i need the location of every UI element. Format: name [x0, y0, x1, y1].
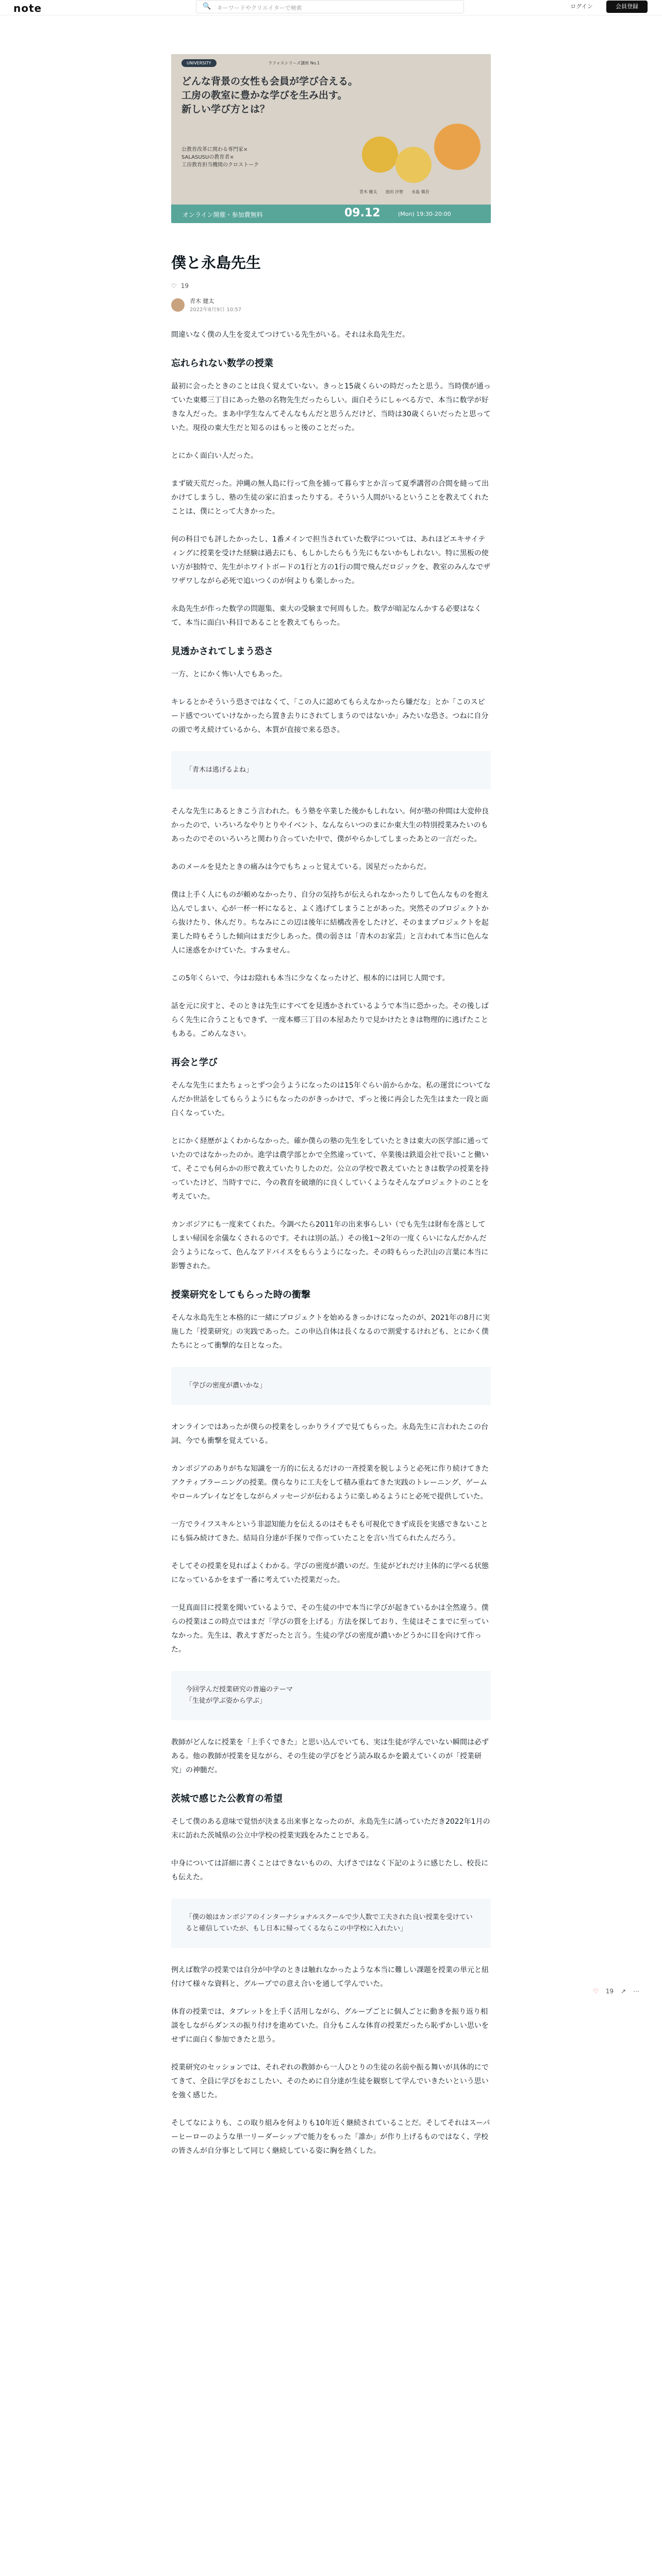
paragraph: 一見真面目に授業を聞いているようで、その生徒の中で本当に学びが起きているかは全然違う。僕らの授業はこの時点ではまだ「学びの質を上げる」方法を探しており、生徒はそこまでに至っていなかった。先生は、教えすぎだったと言う。生徒の学びの密度が濃いかどうかに目を向けて作った。 [171, 1604, 489, 1654]
banner-date: 09.12 [344, 207, 380, 219]
search-placeholder: キーワードやクリエイターで検索 [217, 5, 302, 11]
article-body [171, 328, 491, 2158]
author-block[interactable] [171, 297, 491, 313]
speaker-photo [434, 124, 481, 170]
article [171, 252, 491, 2172]
paragraph: 話を元に戻すと、そのときは先生にすべてを見透かされているようで本当に恐かった。その後しばらく先生に合うこともできず、一度本郷三丁目の本屋あたりで見かけたときは物理的に逃げたこともある。ごめんなさい。 [171, 1002, 489, 1038]
paragraph: 最初に会ったときのことは良く覚えていない。きっと15歳くらいの時だったと思う。当時僕が通っていた東郷三丁目にあった塾の名物先生だったらしい。面白そうにしゃべる方で、本当に数学が好きな人だった。まあ中学生なんてそんなもんだと思うんだけど、当時は30歳くらいだったと思っていた。現役の東大生だと知るのはもっと後のことだった。 [171, 382, 491, 432]
paragraph: 教師がどんなに授業を「上手くできた」と思い込んでいても、実は生徒が学んでいない瞬間は必ずある。他の教師が授業を見ながら、その生徒の学びをどう読み取るかを鍛えていくのが「授業研究」の神髄だ。 [171, 1738, 489, 1774]
banner-time: (Mon) 19:30-20:00 [398, 211, 451, 217]
section-heading: 茨城で感じた公教育の希望 [171, 1793, 283, 1804]
paragraph: そして僕のある意味で覚悟が決まる出来事となったのが、永島先生に誘っていただき2022年1月の末に訪れた茨城県の公立中学校の授業実践をみたことである。 [171, 1818, 490, 1840]
signup-button[interactable]: 会員登録 [606, 1, 648, 13]
article-title: 僕と永島先生 [171, 254, 261, 272]
banner-series: ラフォスシリーズ講座 No.1 [268, 61, 320, 65]
speaker-names: 青木 健太 池田 沙智 永島 慎吾 [359, 190, 429, 194]
paragraph: キレるとかそういう恐さではなくて、「この人に認めてもらえなかったら嫌だな」とか「このスピード感でついていけなかったら置き去りにされてしまうのではないか」みたいな恐さ。つねに自分の頭で考え続けているから、本質が直接で来る恐さ。 [171, 698, 489, 734]
banner-online: オンライン開催・参加費無料 [183, 211, 263, 218]
paragraph: 例えば数学の授業では自分が中学のときは触れなかったような本当に難しい課題を授業の単元と紐付けて様々な資料と、グループでの意え合いを通して学んでいた。 [171, 1966, 489, 1988]
top-header [0, 0, 662, 15]
paragraph: 中身については詳細に書くことはできないものの、大げさではなく下記のように感じたし、校長にも伝えた。 [171, 1859, 489, 1882]
login-button[interactable]: ログイン [570, 3, 593, 10]
paragraph: 何の科目でも評したかったし、1番メインで担当されていた数学については、あれほどエキサイティングに授業を受けた経験は過去にも、もしかしたらもう先にもないかもしれない。特に黒板の使い方が独特で、先生がホワイトボードの1行と方の1行の間で飛んだロジックを、教室のみんなでザワザワしながら必死で追いつくのが何よりも楽しかった。 [171, 535, 491, 585]
paragraph: とにかく面白い人だった。 [171, 452, 258, 460]
event-banner-image[interactable] [171, 54, 491, 223]
paragraph: そんな先生にまたちょっとずつ会うようになったのは15年ぐらい前からかな。私の運営についてなんだか世話をしてもらうようにもなったのがきっかけで、ずっと後に再会した先生はまた一段と面白くなっていた。 [171, 1081, 491, 1117]
paragraph: そんな先生にあるときこう言われた。もう塾を卒業した後かもしれない。何が塾の仲間は大変仲良かったので、いろいろなやりとりやイベント、なんならいつのまにか東大生の特別授業みたいのもあったのでそのいろいろと関わり合っていた中で、僕がやらかしてしまったあとの一言だった。 [171, 807, 489, 843]
paragraph: あのメールを見たときの痛みは今でもちょっと覚えている。図星だったからだ。 [171, 863, 431, 871]
paragraph: 授業研究のセッションでは、それぞれの教師から一人ひとりの生徒の名前や振る舞いが具体的にでてきて、全員に学びをおこしたい、そのために自分達が生徒を観察して学んでいきたいという思いを強く感じた。 [171, 2063, 489, 2099]
blockquote: 「僕の娘はカンボジアのインターナショナルスクールで少人数で工夫された良い授業を受けていると確信していたが、もし日本に帰ってくるならこの中学校に入れたい」 [171, 1899, 491, 1948]
paragraph: 一方、とにかく怖い人でもあった。 [171, 670, 287, 679]
more-icon[interactable]: ⋯ [633, 1988, 640, 1995]
note-logo[interactable]: note [13, 2, 42, 14]
floating-actions [593, 1988, 639, 1995]
heart-icon[interactable]: ♡ [593, 1988, 599, 1995]
paragraph: カンボジアのありがちな知識を一方的に伝えるだけの一斉授業を脱しようと必死に作り続けてきたアクティブラーニングの授業。僕らなりに工夫をして積み重ねてきた実践のトレーニング、ゲームやロールプレイなどをしながらメッセージが伝わるように楽しめるようにと必死で提供していた。 [171, 1465, 489, 1501]
paragraph: 一方でライフスキルという非認知能力を伝えるのはそもそも可視化できず成長を実感できないことにも悩み続けてきた。結局自分達が手探りで作っていたことを言い当てられたんだろう。 [171, 1520, 488, 1543]
blockquote: 今回学んだ授業研究の普遍のテーマ 「生徒が学ぶ姿から学ぶ」 [171, 1671, 491, 1720]
like-button[interactable] [171, 282, 491, 290]
share-icon[interactable]: ↗ [621, 1988, 626, 1995]
section-heading: 忘れられない数学の授業 [171, 358, 273, 369]
banner-headline: どんな背景の女性も会員が学び合える。 工房の教室に豊かな学びを生み出す。 新しい学び方とは？ [181, 76, 358, 115]
search-icon: 🔍 [203, 3, 211, 10]
banner-subtitle: 公教育改革に関わる専門家× SALASUSUの教育者× 工房教育担当機関のクロストーク [181, 147, 259, 168]
paragraph: 僕は上手く人にものが頼めなかったり、自分の気持ちが伝えられなかったりして色んなものを抱え込んでしまい、心が一杯一杯になると、よく逃げてしまうことがあった。突然そのプロジェクトから抜けたり、休んだり。ちなみにこの辺は後年に結構改善をしたけど、そのままプロジェクトを起業した時もそうした傾向はまだ少しあった。僕の弱さは「青木のお家芸」と言われて本当に色んな人に迷惑をかけていた。すみません。 [171, 891, 489, 955]
like-count: 19 [605, 1988, 614, 1995]
search-input[interactable] [196, 0, 464, 13]
paragraph: カンボジアにも一度来てくれた。今調べたら2011年の出来事らしい（でも先生は財布を落としてしまい帰国を余儀なくされるのです。それは別の話。）その後1〜2年の一度くらいになんだかんだ会うようになって、色んなアドバイスをもらうようになった。その時もらった沢山の言葉に本当に影響された。 [171, 1221, 489, 1270]
paragraph: そんな永島先生と本格的に一緒にプロジェクトを始めるきっかけになったのが、2021年の8月に実施した「授業研究」の実践であった。この申込自体は長くなるので割愛するけれども、とにかく僕たちにとって衝撃的な日となった。 [171, 1314, 490, 1350]
avatar[interactable] [171, 298, 185, 312]
like-count: 19 [180, 282, 189, 290]
paragraph: オンラインではあったが僕らの授業をしっかりライブで見てもらった。永島先生に言われたこの台詞、今でも衝撃を覚えている。 [171, 1423, 489, 1445]
paragraph: 永島先生が作った数学の問題集、東大の受験まで何周もした。数学が暗記なんかする必要はなくて、本当に面白い科目であることを教えてもらった。 [171, 605, 482, 627]
speaker-photo [362, 137, 398, 173]
author-name[interactable]: 青木 健太 [190, 298, 214, 304]
paragraph: そしてその授業を見ればよくわかる。学びの密度が濃いのだ。生徒がどれだけ主体的に学べる状態になっているかをまず一番に考えていた授業だった。 [171, 1562, 489, 1584]
banner-date-bar [171, 205, 491, 223]
paragraph: 間違いなく僕の人生を変えてつけている先生がいる。それは永島先生だ。 [171, 331, 409, 339]
paragraph: まず破天荒だった。沖縄の無人島に行って魚を捕って暮らすとか言って夏季講習の合間を縫って出かけてしまうし、塾の生徒の家に泊まったりする。そういう人間がいるということを教えてくれたことは、僕にとって大きかった。 [171, 480, 489, 516]
post-date: 2022年8月9日 10:57 [190, 307, 242, 313]
blockquote: 「青木は逃げるよね」 [171, 751, 491, 789]
section-heading: 見透かされてしまう恐さ [171, 646, 273, 657]
paragraph: そしてなによりも、この取り組みを何よりも10年近く継続されていることだ。そしてそれはスーパーヒーローのような単一リーダーシップで能力をもった「誰か」が作り上げるものではなく、学校の皆さんが自分事として同じく継続している姿に胸を熱くした。 [171, 2119, 490, 2155]
section-heading: 授業研究をしてもらった時の衝撃 [171, 1290, 310, 1300]
heart-icon[interactable]: ♡ [171, 282, 177, 290]
paragraph: この5年くらいで、今はお陰れも本当に少なくなったけど、根本的には同じ人間です。 [171, 974, 450, 982]
blockquote: 「学びの密度が濃いかな」 [171, 1367, 491, 1405]
banner-tag: UNIVERSITY [181, 59, 217, 67]
section-heading: 再会と学び [171, 1057, 218, 1068]
paragraph: 体育の授業では、タブレットを上手く活用しながら、グループごとに個人ごとに動きを振り返り相談をしながらダンスの振り付けを進めていた。自分もこんな体育の授業だったら恥ずかしい思いをせずに面白く参加できたと思う。 [171, 2008, 489, 2044]
speaker-photo [395, 147, 432, 183]
paragraph: とにかく経歴がよくわからなかった。確か僕らの塾の先生をしていたときは東大の医学部に通っていたのではなかったのか。進学は農学部とかで全然違っていて、卒業後は鉄道会社で長いこと働いて、そこでも何らかの形で教えていたりしたのだ。公立の学校で教えていたときは数学の授業を持っていたけど、当時すでに、今の教育を破壊的に良くしていくようなそんなプロジェクトのことを考えていた。 [171, 1137, 489, 1201]
